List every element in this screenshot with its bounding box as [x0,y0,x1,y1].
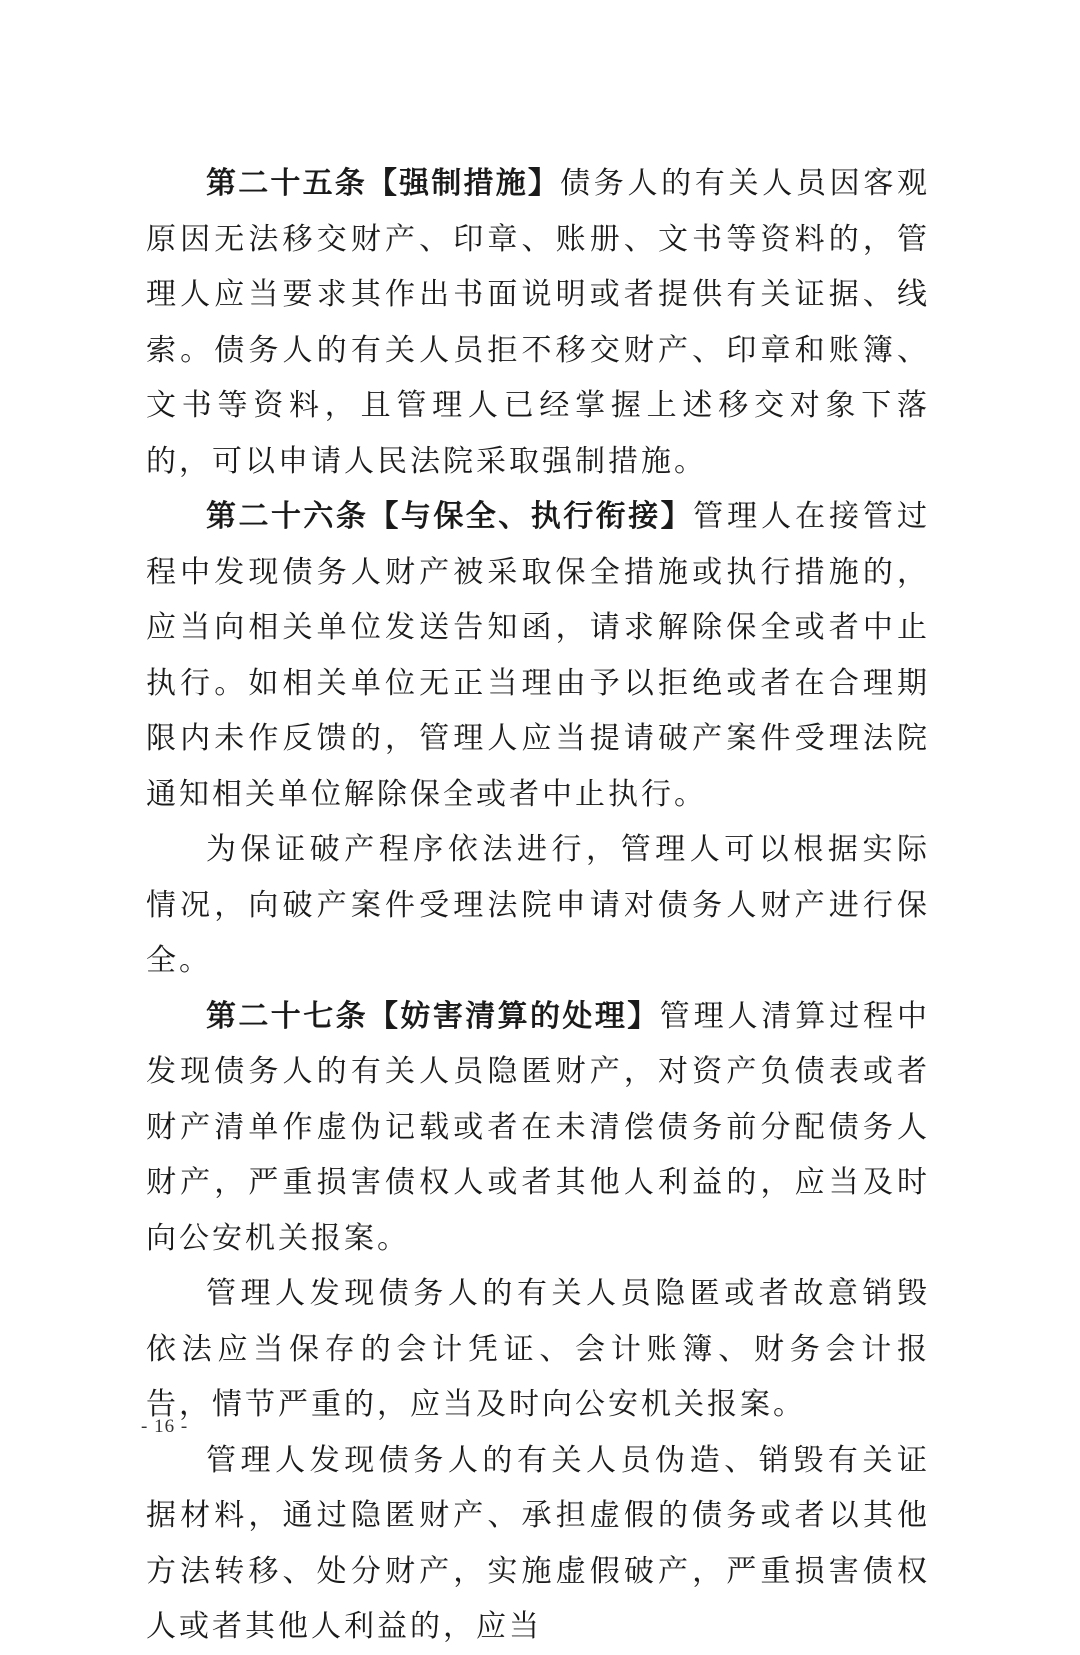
article-25-paragraph [146,156,930,489]
document-body [146,156,930,1655]
article-26-heading: 第二十六条【与保全、执行衔接】 [206,499,694,534]
article-26-sub-text: 为保证破产程序依法进行，管理人可以根据实际情况，向破产案件受理法院申请对债务人财产进行保全。 [146,832,930,978]
article-26-sub-paragraph [146,822,930,989]
article-27-sub-paragraph-2 [146,1433,930,1655]
article-27-sub-text-1: 管理人发现债务人的有关人员隐匿或者故意销毁依法应当保存的会计凭证、会计账簿、财务会计报告，情节严重的，应当及时向公安机关报案。 [146,1276,930,1422]
article-26-paragraph [146,489,930,822]
article-27-heading: 第二十七条【妨害清算的处理】 [206,998,660,1034]
article-27-sub-paragraph-1 [146,1266,930,1433]
page-number: - 16 - [141,1416,189,1437]
article-27-sub-text-2: 管理人发现债务人的有关人员伪造、销毁有关证据材料，通过隐匿财产、承担虚假的债务或者以其他方法转移、处分财产，实施虚假破产，严重损害债权人或者其他人利益的，应当 [146,1442,930,1644]
article-25-heading: 第二十五条【强制措施】 [206,166,561,201]
article-26-text: 管理人在接管过程中发现债务人财产被采取保全措施或执行措施的，应当向相关单位发送告知函，请求解除保全或者中止执行。如相关单位无正当理由予以拒绝或者在合理期限内未作反馈的，管理人应当提请破产案件受理法院通知相关单位解除保全或者中止执行。 [146,499,931,812]
article-27-paragraph [146,989,930,1267]
article-27-text: 管理人清算过程中发现债务人的有关人员隐匿财产，对资产负债表或者财产清单作虚伪记载或者在未清偿债务前分配债务人财产，严重损害债权人或者其他人利益的，应当及时向公安机关报案。 [146,998,931,1256]
article-25-text: 债务人的有关人员因客观原因无法移交财产、印章、账册、文书等资料的，管理人应当要求其作出书面说明或者提供有关证据、线索。债务人的有关人员拒不移交财产、印章和账簿、文书等资料，且管理人已经掌握上述移交对象下落的，可以申请人民法院采取强制措施。 [146,166,931,479]
